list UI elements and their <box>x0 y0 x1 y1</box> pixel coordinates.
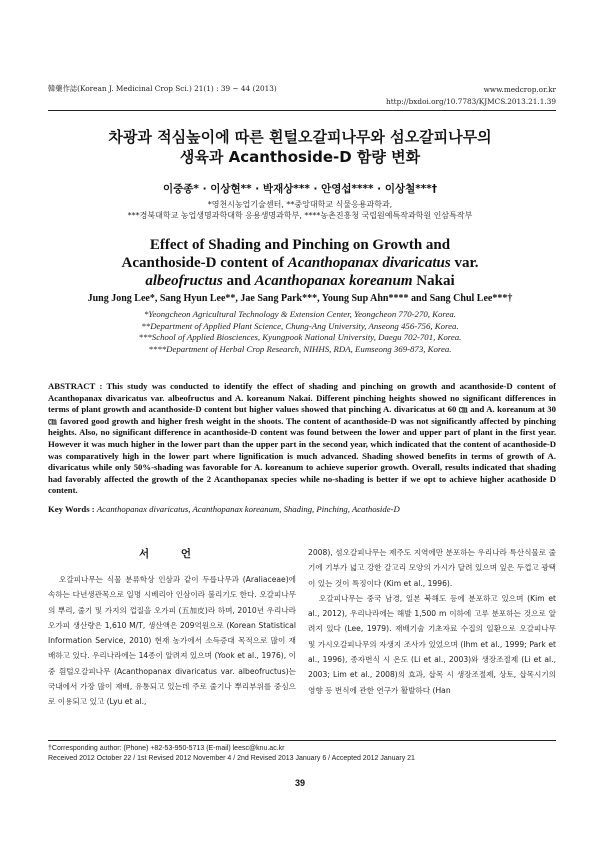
section-title-introduction: 서 언 <box>139 548 205 560</box>
corresponding-author: †Corresponding author: (Phone) +82-53-950-5713 (E-mail) leesc@knu.ac.kr <box>48 745 285 752</box>
received-dates: Received 2012 October 22 / 1st Revised 2012 November 4 / 2nd Revised 2013 January 6 / Accepted 2012 January 21 <box>48 755 415 762</box>
authors-korean: 이중종* · 이상현** · 박재상*** · 안영섭**** · 이상철***† <box>163 183 437 195</box>
body-paragraph: 오갈피나무는 식물 분류학상 인삼과 같이 두릅나무과 (Araliaceae)에 속하는 다년생관목으로 일명 시베리아 인삼이라 불리기도 한다. 오갈피나무의 뿌리, 줄기 및 가지의 껍질을 오가피 (五加皮)라 하며, 2010년 우리나라 오가피 생산량은 1,610 M/T, 생산액은 209억원으로 (Korean Statistical Information Service, 2010) 현재 농가에서 소득증대 목적으로 많이 재배하고 있다. 우리나라에는 14종이 알려져 있으며 (Yook et al., 1976), 이 중 흰털오갈피나무 (Acanthopanax divaricatus var. albeofructus)는 국내에서 가장 많이 재배, 유통되고 있는데 주로 줄기나 뿌리부위를 중심으로 이용되고 있고 (Lyu et al., <box>48 575 296 707</box>
body-left-column <box>48 572 296 710</box>
title-english-line2: Acanthoside-D content of Acanthopanax divaricatus var. <box>121 255 479 271</box>
keywords-label: Key Words : <box>48 504 95 514</box>
abstract-text: This study was conducted to identify the effect of shading and pinching on growth and acanthoside-D content of Acanthopanax divaricatus var. albeofructus and A. koreanum Nakai. Different pinching heights showed no significant differences in terms of plant growth and acanthoside-D content but higher values showed that pinching A. divaricatus at 60 ㎝ and A. koreanum at 30 ㎝ favored good growth and higher fresh weight in the shoots. The content of acanthoside-D was not significantly affected by pinching heights. Also, no significant difference in acanthoside-D content was found between the lower and upper part of plant in the first year. However it was much higher in the lower part than the upper part in the second year, which indicated that the content of acanthoside-D was comparatively high in the lower part where lignification is much advanced. Shading showed benefits in terms of growth of A. divaricatus while only 50%-shading was favorable for A. koreanum to achieve superior growth. Overall, results indicated that shading had favorably affected the growth of the 2 Acanthopanax species while no-shading is better if we opt to achieve higher acathoside D content. <box>48 381 557 496</box>
title-korean <box>0 127 600 167</box>
abstract <box>48 381 556 497</box>
journal-links <box>386 84 556 108</box>
affiliation-korean-line2: ***경북대학교 농업생명과학대학 응용생명과학부, ****농촌진흥청 국립원예특작과학원 인삼특작부 <box>127 211 473 220</box>
journal-citation: 韓藥作誌(Korean J. Medicinal Crop Sci.) 21(1) : 39 ~ 44 (2013) <box>48 84 277 93</box>
authors-english: Jung Jong Lee*, Sang Hyun Lee**, Jae Sang Park***, Young Sup Ahn**** and Sang Chul Lee***† <box>87 293 513 304</box>
footnote-divider <box>48 740 556 741</box>
keywords-text: Acanthopanax divaricatus, Acanthopanax koreanum, Shading, Pinching, Acathoside-D <box>96 504 400 514</box>
keywords <box>48 504 556 514</box>
page-number: 39 <box>294 778 305 788</box>
abstract-label: ABSTRACT : <box>48 381 103 391</box>
body-paragraph: 오갈피나무는 중국 남경, 일본 북해도 등에 분포하고 있으며 (Kim et al., 2012), 우리나라에는 해발 1,500 m 이하에 고루 분포하는 것으로 알려져 있다 (Lee, 1979). 재배기술 기초자료 수집의 일환으로 오갈피나무 및 가시오갈피나무의 자생지 조사가 있었으며 (Ihm et al., 1999; Park et al., 1996), 종자번식 시 온도 (Li et al., 2003)와 생장조절제 (Li et al., 2003; Lim et al., 2008)의 효과, 삽목 시 생장조절제, 상토, 삽목시기의 영향 등 번식에 관한 연구가 활발하다 (Han <box>308 593 556 695</box>
body-paragraph: 2008), 섬오갈피나무는 제주도 지역에만 분포하는 우리나라 특산식물로 줄기에 기부가 넓고 강한 갈고리 모양의 가시가 달려 있으며 잎은 두껍고 광택이 있는 것이 특징이다 (Kim et al., 1996). <box>308 548 556 588</box>
journal-website: www.medcrop.or.kr <box>483 85 556 94</box>
affiliation-english-4: ****Department of Herbal Crop Research, NIHHS, RDA, Eumseong 369-873, Korea. <box>148 343 452 354</box>
affiliation-korean-line1: *영천시농업기술센터, **중앙대학교 식물응용과학과, <box>207 200 393 209</box>
title-english <box>0 236 600 290</box>
title-korean-line2: 생육과 Acanthoside-D 함량 변화 <box>179 148 421 166</box>
title-english-line1: Effect of Shading and Pinching on Growth and <box>149 237 451 253</box>
title-english-line3: albeofructus and Acanthopanax koreanum Nakai <box>145 273 455 289</box>
title-korean-line1: 차광과 적심높이에 따른 흰털오갈피나무와 섬오갈피나무의 <box>108 128 492 146</box>
affiliation-english-3: ***School of Applied Biosciences, Kyungpook National University, Daegu 702-701, Korea. <box>138 332 462 342</box>
affiliation-english-1: *Yeongcheon Agricultural Technology & Extension Center, Yeongcheon 770-270, Korea. <box>143 309 457 319</box>
affiliations-english <box>0 309 600 355</box>
affiliation-english-2: **Department of Applied Plant Science, Chung-Ang University, Anseong 456-756, Korea. <box>141 320 459 331</box>
footnote <box>48 744 415 764</box>
header-divider <box>48 110 556 111</box>
affiliations-korean <box>0 199 600 221</box>
article-doi: http://bxdoi.org/10.7783/KJMCS.2013.21.1.39 <box>386 97 556 106</box>
body-right-column <box>308 545 556 698</box>
